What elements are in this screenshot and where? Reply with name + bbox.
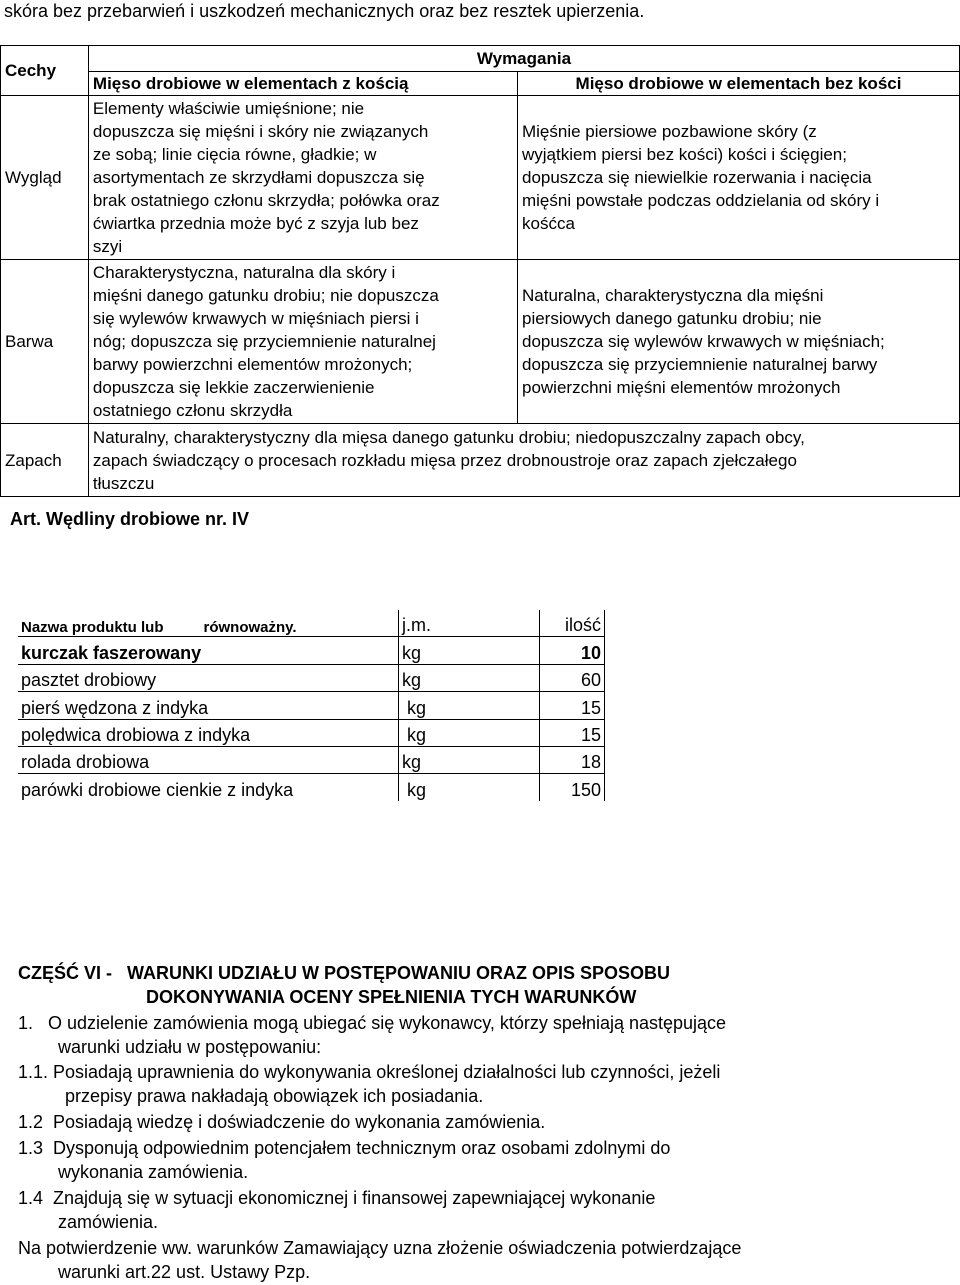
text-line: dopuszcza się niewielkie rozerwania i nacięcia — [521, 168, 872, 187]
product-qty: 150 — [540, 774, 605, 801]
product-qty: 18 — [540, 746, 605, 773]
boneless-cell — [517, 260, 959, 424]
header-bone-in: Mięso drobiowe w elementach z kością — [88, 72, 517, 96]
header-unit: j.m. — [399, 610, 540, 637]
text-line: Elementy właściwie umięśnione; nie — [92, 99, 365, 118]
paragraph-1-1: 1.1. Posiadają uprawnienia do wykonywania określonej działalności lub czynności, jeżeli — [18, 1062, 721, 1082]
text-line: Naturalny, charakterystyczny dla mięsa danego gatunku drobiu; niedopuszczalny zapach obcy, — [92, 427, 805, 447]
product-unit: kg — [399, 637, 540, 664]
table-header-row — [18, 610, 605, 637]
text-line: Mięśnie piersiowe pozbawione skóry (z — [521, 122, 817, 141]
product-name: pasztet drobiowy — [18, 664, 399, 691]
paragraph-final: Na potwierdzenie ww. warunków Zamawiający uzna złożenie oświadczenia potwierdzające — [18, 1238, 742, 1258]
text-line: wyjątkiem piersi bez kości) kości i ścięgien; — [521, 145, 847, 164]
product-name: pierś wędzona z indyka — [18, 692, 399, 719]
paragraph-1-1-cont: przepisy prawa nakładają obowiązek ich posiadania. — [65, 1086, 484, 1106]
header-qty: ilość — [540, 610, 605, 637]
text-line: powierzchni mięśni elementów mrożonych — [521, 378, 841, 397]
text-line: szyi — [92, 237, 123, 256]
table-row — [18, 664, 605, 691]
paragraph-1-4: 1.4 Znajdują się w sytuacji ekonomicznej i finansowej zapewniającej wykonanie — [18, 1188, 656, 1208]
product-name: rolada drobiowa — [18, 746, 399, 773]
merged-cell — [88, 424, 959, 497]
text-line: dopuszcza się mięśni i skóry nie związanych — [92, 122, 429, 141]
product-unit: kg — [399, 664, 540, 691]
text-line: dopuszcza się przyciemnienie naturalnej barwy — [521, 355, 878, 374]
product-unit: kg — [399, 692, 540, 719]
product-name: polędwica drobiowa z indyka — [18, 719, 399, 746]
text-line: ćwiartka przednia może być z szyja lub bez — [92, 214, 419, 233]
product-qty: 15 — [540, 692, 605, 719]
product-unit: kg — [399, 774, 540, 801]
text-line: nóg; dopuszcza się przyciemnienie naturalnej — [92, 332, 436, 351]
paragraph-1-2: 1.2 Posiadają wiedzę i doświadczenie do wykonania zamówienia. — [18, 1112, 546, 1132]
header-features: Cechy — [1, 46, 89, 96]
text-line: kośćca — [521, 214, 575, 233]
text-line: mięśni danego gatunku drobiu; nie dopuszcza — [92, 286, 439, 305]
product-qty: 10 — [540, 637, 605, 664]
requirements-table — [0, 45, 960, 497]
bone-in-cell — [88, 260, 517, 424]
product-qty: 60 — [540, 664, 605, 691]
paragraph-1-cont: warunki udziału w postępowaniu: — [58, 1037, 322, 1057]
text-line: zapach świadczący o procesach rozkładu mięsa przez drobnoustroje oraz zapach zjełczałego — [92, 450, 797, 470]
table-row — [18, 719, 605, 746]
product-unit: kg — [399, 719, 540, 746]
text-line: się wylewów krwawych w mięśniach piersi i — [92, 309, 419, 328]
heading-line: CZĘŚĆ VI - WARUNKI UDZIAŁU W POSTĘPOWANIU ORAZ OPIS SPOSOBU — [18, 963, 671, 983]
header-boneless: Mięso drobiowe w elementach bez kości — [517, 72, 959, 96]
text-line: Charakterystyczna, naturalna dla skóry i — [92, 263, 396, 282]
text-line: barwy powierzchni elementów mrożonych; — [92, 355, 413, 374]
text-line: mięśni powstałe podczas oddzielania od skóry i — [521, 191, 880, 210]
text-line: Naturalna, charakterystyczna dla mięśni — [521, 286, 824, 305]
feature-cell: Zapach — [1, 424, 89, 497]
product-name: parówki drobiowe cienkie z indyka — [18, 774, 399, 801]
text-line: dopuszcza się wylewów krwawych w mięśniach; — [521, 332, 885, 351]
header-name — [18, 610, 399, 637]
intro-text: skóra bez przebarwień i uszkodzeń mechanicznych oraz bez resztek upierzenia. — [4, 1, 645, 21]
text-line: tłuszczu — [92, 473, 155, 493]
paragraph-final-cont: warunki art.22 ust. Ustawy Pzp. — [58, 1262, 311, 1282]
product-table — [18, 610, 605, 801]
paragraph-1: 1. O udzielenie zamówienia mogą ubiegać się wykonawcy, którzy spełniają następujące — [18, 1013, 727, 1033]
text-line: piersiowych danego gatunku drobiu; nie — [521, 309, 822, 328]
text-line: dopuszcza się lekkie zaczerwienienie — [92, 378, 375, 397]
section-title: Art. Wędliny drobiowe nr. IV — [10, 509, 250, 529]
feature-cell: Wygląd — [1, 96, 89, 260]
paragraph-1-4-cont: zamówienia. — [58, 1212, 159, 1232]
header-name-part2: równoważny. — [203, 619, 297, 637]
table-row — [18, 637, 605, 664]
text-line: asortymentach ze skrzydłami dopuszcza się — [92, 168, 425, 187]
paragraph-1-3-cont: wykonania zamówienia. — [58, 1162, 249, 1182]
product-unit: kg — [399, 746, 540, 773]
table-row — [18, 774, 605, 801]
table-row — [18, 746, 605, 773]
header-requirements: Wymagania — [88, 46, 959, 72]
boneless-cell — [517, 96, 959, 260]
product-qty: 15 — [540, 719, 605, 746]
table-row — [18, 692, 605, 719]
text-line: brak ostatniego członu skrzydła; połówka oraz — [92, 191, 440, 210]
paragraph-1-3: 1.3 Dysponują odpowiednim potencjałem technicznym oraz osobami zdolnymi do — [18, 1138, 671, 1158]
heading-line: DOKONYWANIA OCENY SPEŁNIENIA TYCH WARUNKÓW — [146, 987, 637, 1007]
text-line: ostatniego członu skrzydła — [92, 401, 293, 420]
part-vi-heading — [18, 961, 670, 1009]
feature-cell: Barwa — [1, 260, 89, 424]
bone-in-cell — [88, 96, 517, 260]
header-name-part1: Nazwa produktu lub — [21, 619, 164, 637]
product-name: kurczak faszerowany — [18, 637, 399, 664]
text-line: ze sobą; linie cięcia równe, gładkie; w — [92, 145, 377, 164]
